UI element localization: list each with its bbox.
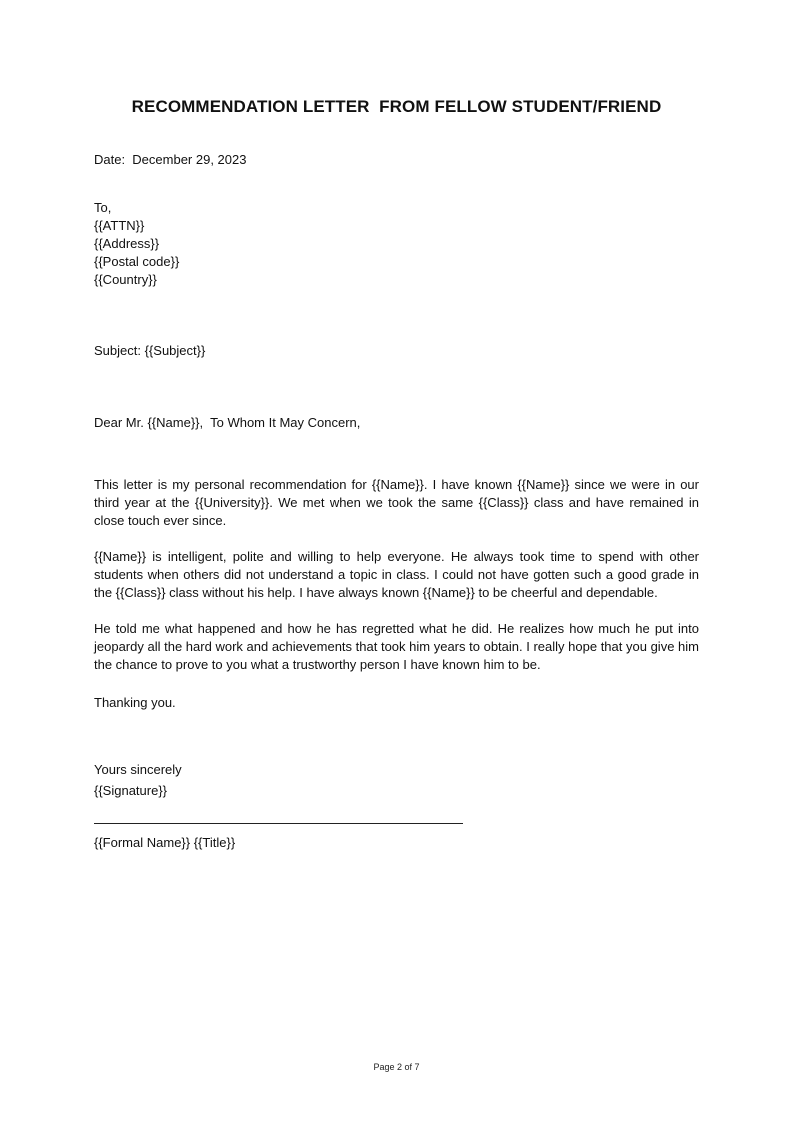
formal-name-title: {{Formal Name}} {{Title}} [94,835,236,850]
salutation: Dear Mr. {{Name}}, To Whom It May Concern, [94,415,361,430]
recipient-to: To, [94,200,112,215]
signature-rule [94,823,463,824]
page-number: Page 2 of 7 [373,1062,420,1072]
thanks-line: Thanking you. [94,695,176,710]
closing-line: Yours sincerely [94,762,182,777]
recipient-country: {{Country}} [94,272,157,287]
recipient-postal-code: {{Postal code}} [94,254,180,269]
document-title: RECOMMENDATION LETTER FROM FELLOW STUDENT/FRIEND [131,97,662,116]
subject-line: Subject: {{Subject}} [94,343,206,358]
body-paragraph-2: {{Name}} is intelligent, polite and willing to help everyone. He always took time to spend with other students when others did not understand a topic in class. I could not have gotten such a good grade in the {{Class}} class without his help. I have always known {{Name}} to be cheerful and dependable. [94,549,699,600]
recipient-address: {{Address}} [94,236,160,251]
body-paragraph-1: This letter is my personal recommendation for {{Name}}. I have known {{Name}} since we were in our third year at the {{University}}. We met when we took the same {{Class}} class and have remained in close touch ever since. [94,477,699,528]
date-line: Date: December 29, 2023 [94,152,247,167]
body-paragraph-3: He told me what happened and how he has regretted what he did. He realizes how much he put into jeopardy all the hard work and achievements that took him years to obtain. I really hope that you give him the chance to prove to you what a trustworthy person I have known him to be. [94,621,699,672]
signature-placeholder: {{Signature}} [94,783,168,798]
recipient-attn: {{ATTN}} [94,218,145,233]
